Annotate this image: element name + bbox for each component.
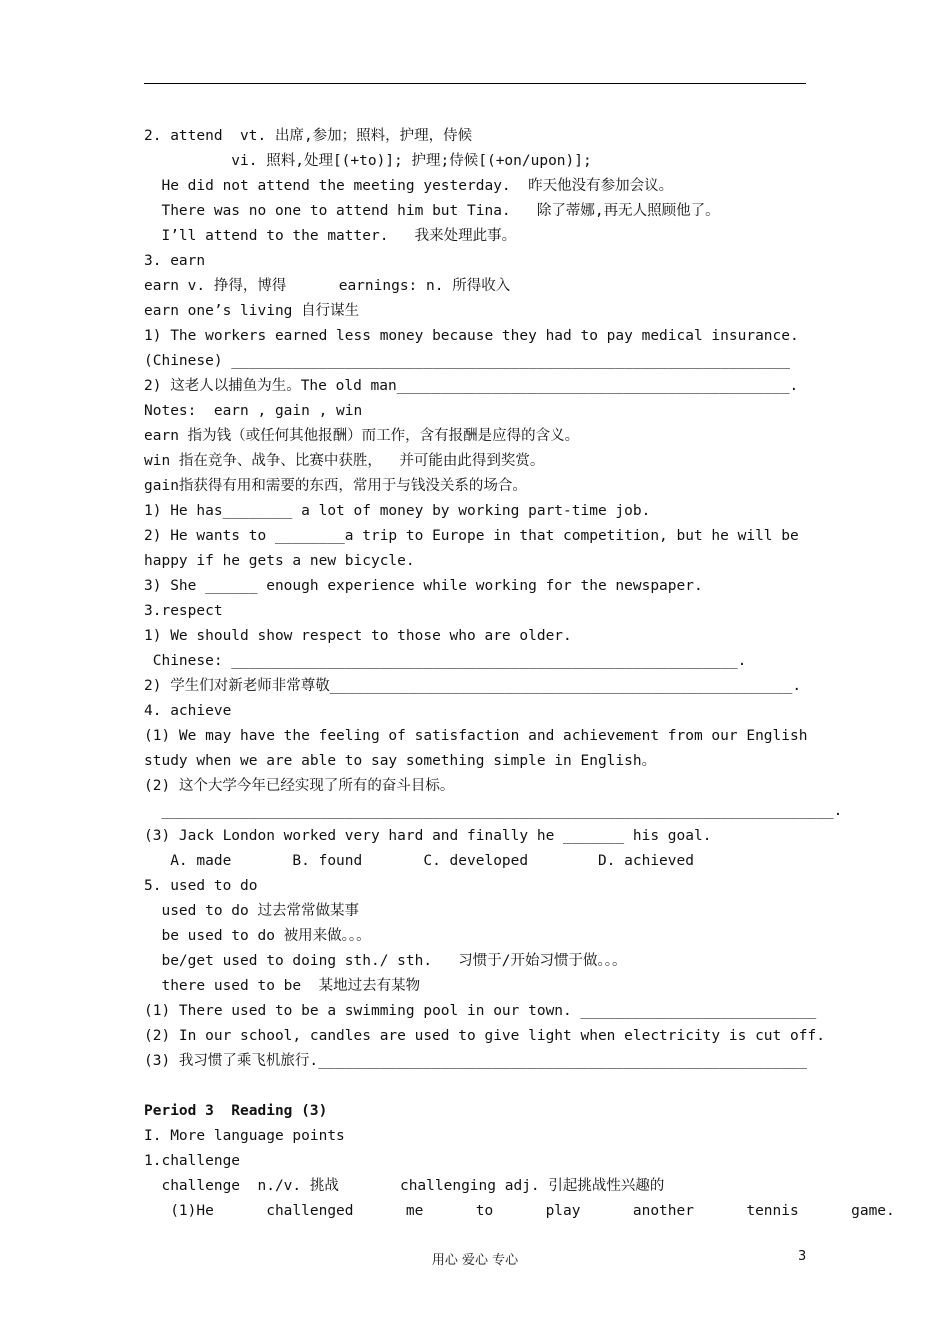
line: 2. attend vt. 出席,参加；照料，护理，侍候 — [144, 128, 473, 144]
line: earn v. 挣得，博得 earnings: n. 所得收入 — [144, 278, 511, 294]
line: used to do 过去常常做某事 — [144, 903, 359, 919]
line: 2) 这老人以捕鱼为生。The old man_____________________________________________. — [144, 378, 799, 394]
line: (1) There used to be a swimming pool in our town. ___________________________ — [144, 1003, 817, 1019]
line: 3.respect — [144, 603, 223, 619]
line: happy if he gets a new bicycle. — [144, 553, 415, 569]
section-title: Period 3 Reading (3) — [144, 1103, 328, 1119]
line: 1) He has________ a lot of money by working part-time job. — [144, 503, 651, 519]
line: Chinese: __________________________________________________________. — [144, 653, 747, 669]
line: 5. used to do — [144, 878, 258, 894]
page-number: 3 — [798, 1249, 807, 1264]
document-body — [144, 124, 895, 1224]
header-rule — [144, 83, 806, 84]
line: be/get used to doing sth./ sth. 习惯于/开始习惯于做。。。 — [144, 953, 627, 969]
line: (2) In our school, candles are used to give light when electricity is cut off. — [144, 1028, 825, 1044]
line: 1) We should show respect to those who are older. — [144, 628, 572, 644]
line: (1)He challenged me to play another tennis game. — [144, 1203, 895, 1219]
line: win 指在竞争、战争、比赛中获胜， 并可能由此得到奖赏。 — [144, 453, 545, 469]
line: earn one’s living 自行谋生 — [144, 303, 360, 319]
line: He did not attend the meeting yesterday. 昨天他没有参加会议。 — [144, 178, 674, 194]
line: _____________________________________________________________________________. — [144, 803, 843, 819]
line: earn 指为钱（或任何其他报酬）而工作，含有报酬是应得的含义。 — [144, 428, 580, 444]
line: (2) 这个大学今年已经实现了所有的奋斗目标。 — [144, 778, 455, 794]
line: (3) 我习惯了乘飞机旅行.________________________________________________________ — [144, 1053, 808, 1069]
line: study when we are able to say something simple in English。 — [144, 753, 657, 769]
line: There was no one to attend him but Tina. 除了蒂娜,再无人照顾他了。 — [144, 203, 720, 219]
line: I’ll attend to the matter. 我来处理此事。 — [144, 228, 517, 244]
line: 4. achieve — [144, 703, 232, 719]
line: gain指获得有用和需要的东西，常用于与钱没关系的场合。 — [144, 478, 527, 494]
line: 1) The workers earned less money because they had to pay medical insurance. — [144, 328, 799, 344]
line: 2) 学生们对新老师非常尊敬_____________________________________________________. — [144, 678, 802, 694]
spacer — [144, 1074, 806, 1099]
line: A. made B. found C. developed D. achieved — [144, 853, 694, 869]
line: challenge n./v. 挑战 challenging adj. 引起挑战性兴趣的 — [144, 1178, 665, 1194]
line: 1.challenge — [144, 1153, 241, 1169]
line: Notes: earn , gain , win — [144, 403, 363, 419]
line: I. More language points — [144, 1128, 345, 1144]
line: 3) She ______ enough experience while working for the newspaper. — [144, 578, 703, 594]
line: (3) Jack London worked very hard and finally he _______ his goal. — [144, 828, 712, 844]
line: be used to do 被用来做。。。 — [144, 928, 371, 944]
line: 3. earn — [144, 253, 206, 269]
line: (Chinese) ________________________________________________________________ — [144, 353, 791, 369]
line: vi. 照料,处理[(+to)]; 护理;侍候[(+on/upon)]; — [144, 153, 592, 169]
line: there used to be 某地过去有某物 — [144, 978, 421, 994]
line: (1) We may have the feeling of satisfaction and achievement from our English — [144, 728, 808, 744]
page-footer: 用心 爱心 专心 — [431, 1253, 519, 1268]
line: 2) He wants to ________a trip to Europe in that competition, but he will be — [144, 528, 799, 544]
